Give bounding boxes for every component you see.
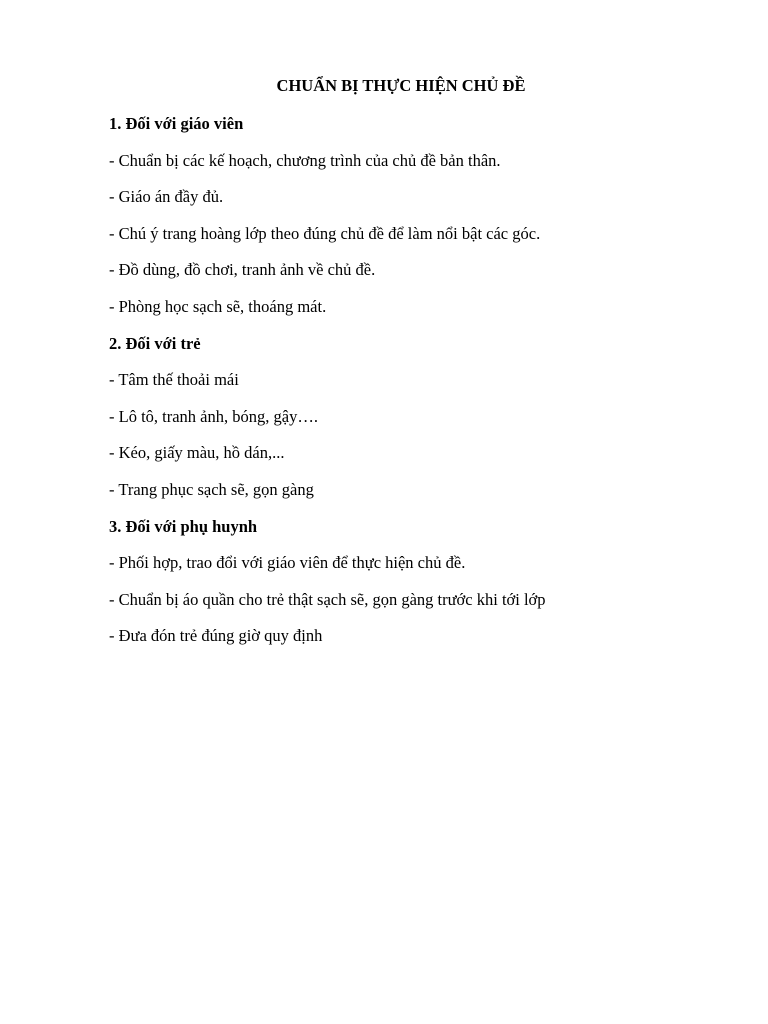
- section-teacher: [109, 114, 729, 334]
- list-item: - Phòng học sạch sẽ, thoáng mát.: [109, 296, 327, 316]
- list-item: - Lô tô, tranh ảnh, bóng, gậy….: [109, 406, 318, 426]
- section-children: [109, 334, 729, 517]
- document-body: [109, 114, 729, 663]
- list-item: - Chuẩn bị áo quần cho trẻ thật sạch sẽ, gọn gàng trước khi tới lớp: [109, 589, 546, 609]
- list-item: - Kéo, giấy màu, hồ dán,...: [109, 443, 285, 463]
- list-item: - Đưa đón trẻ đúng giờ quy định: [109, 626, 323, 646]
- section-heading: 2. Đối với trẻ: [109, 333, 201, 353]
- section-heading: 1. Đối với giáo viên: [109, 114, 244, 133]
- section-heading: 3. Đối với phụ huynh: [109, 516, 258, 536]
- list-item: - Đồ dùng, đồ chơi, tranh ảnh về chủ đề.: [109, 260, 376, 280]
- list-item: - Chuẩn bị các kế hoạch, chương trình của chủ đề bản thân.: [109, 150, 501, 170]
- list-item: - Phối hợp, trao đổi với giáo viên để thực hiện chủ đề.: [109, 553, 466, 573]
- list-item: - Chú ý trang hoàng lớp theo đúng chủ đề để làm nổi bật các góc.: [109, 223, 541, 243]
- list-item: - Tâm thế thoải mái: [109, 370, 239, 390]
- document-title: CHUẨN BỊ THỰC HIỆN CHỦ ĐỀ: [276, 76, 526, 95]
- section-parents: [109, 517, 729, 663]
- list-item: - Trang phục sạch sẽ, gọn gàng: [109, 479, 314, 499]
- list-item: - Giáo án đầy đủ.: [109, 187, 224, 207]
